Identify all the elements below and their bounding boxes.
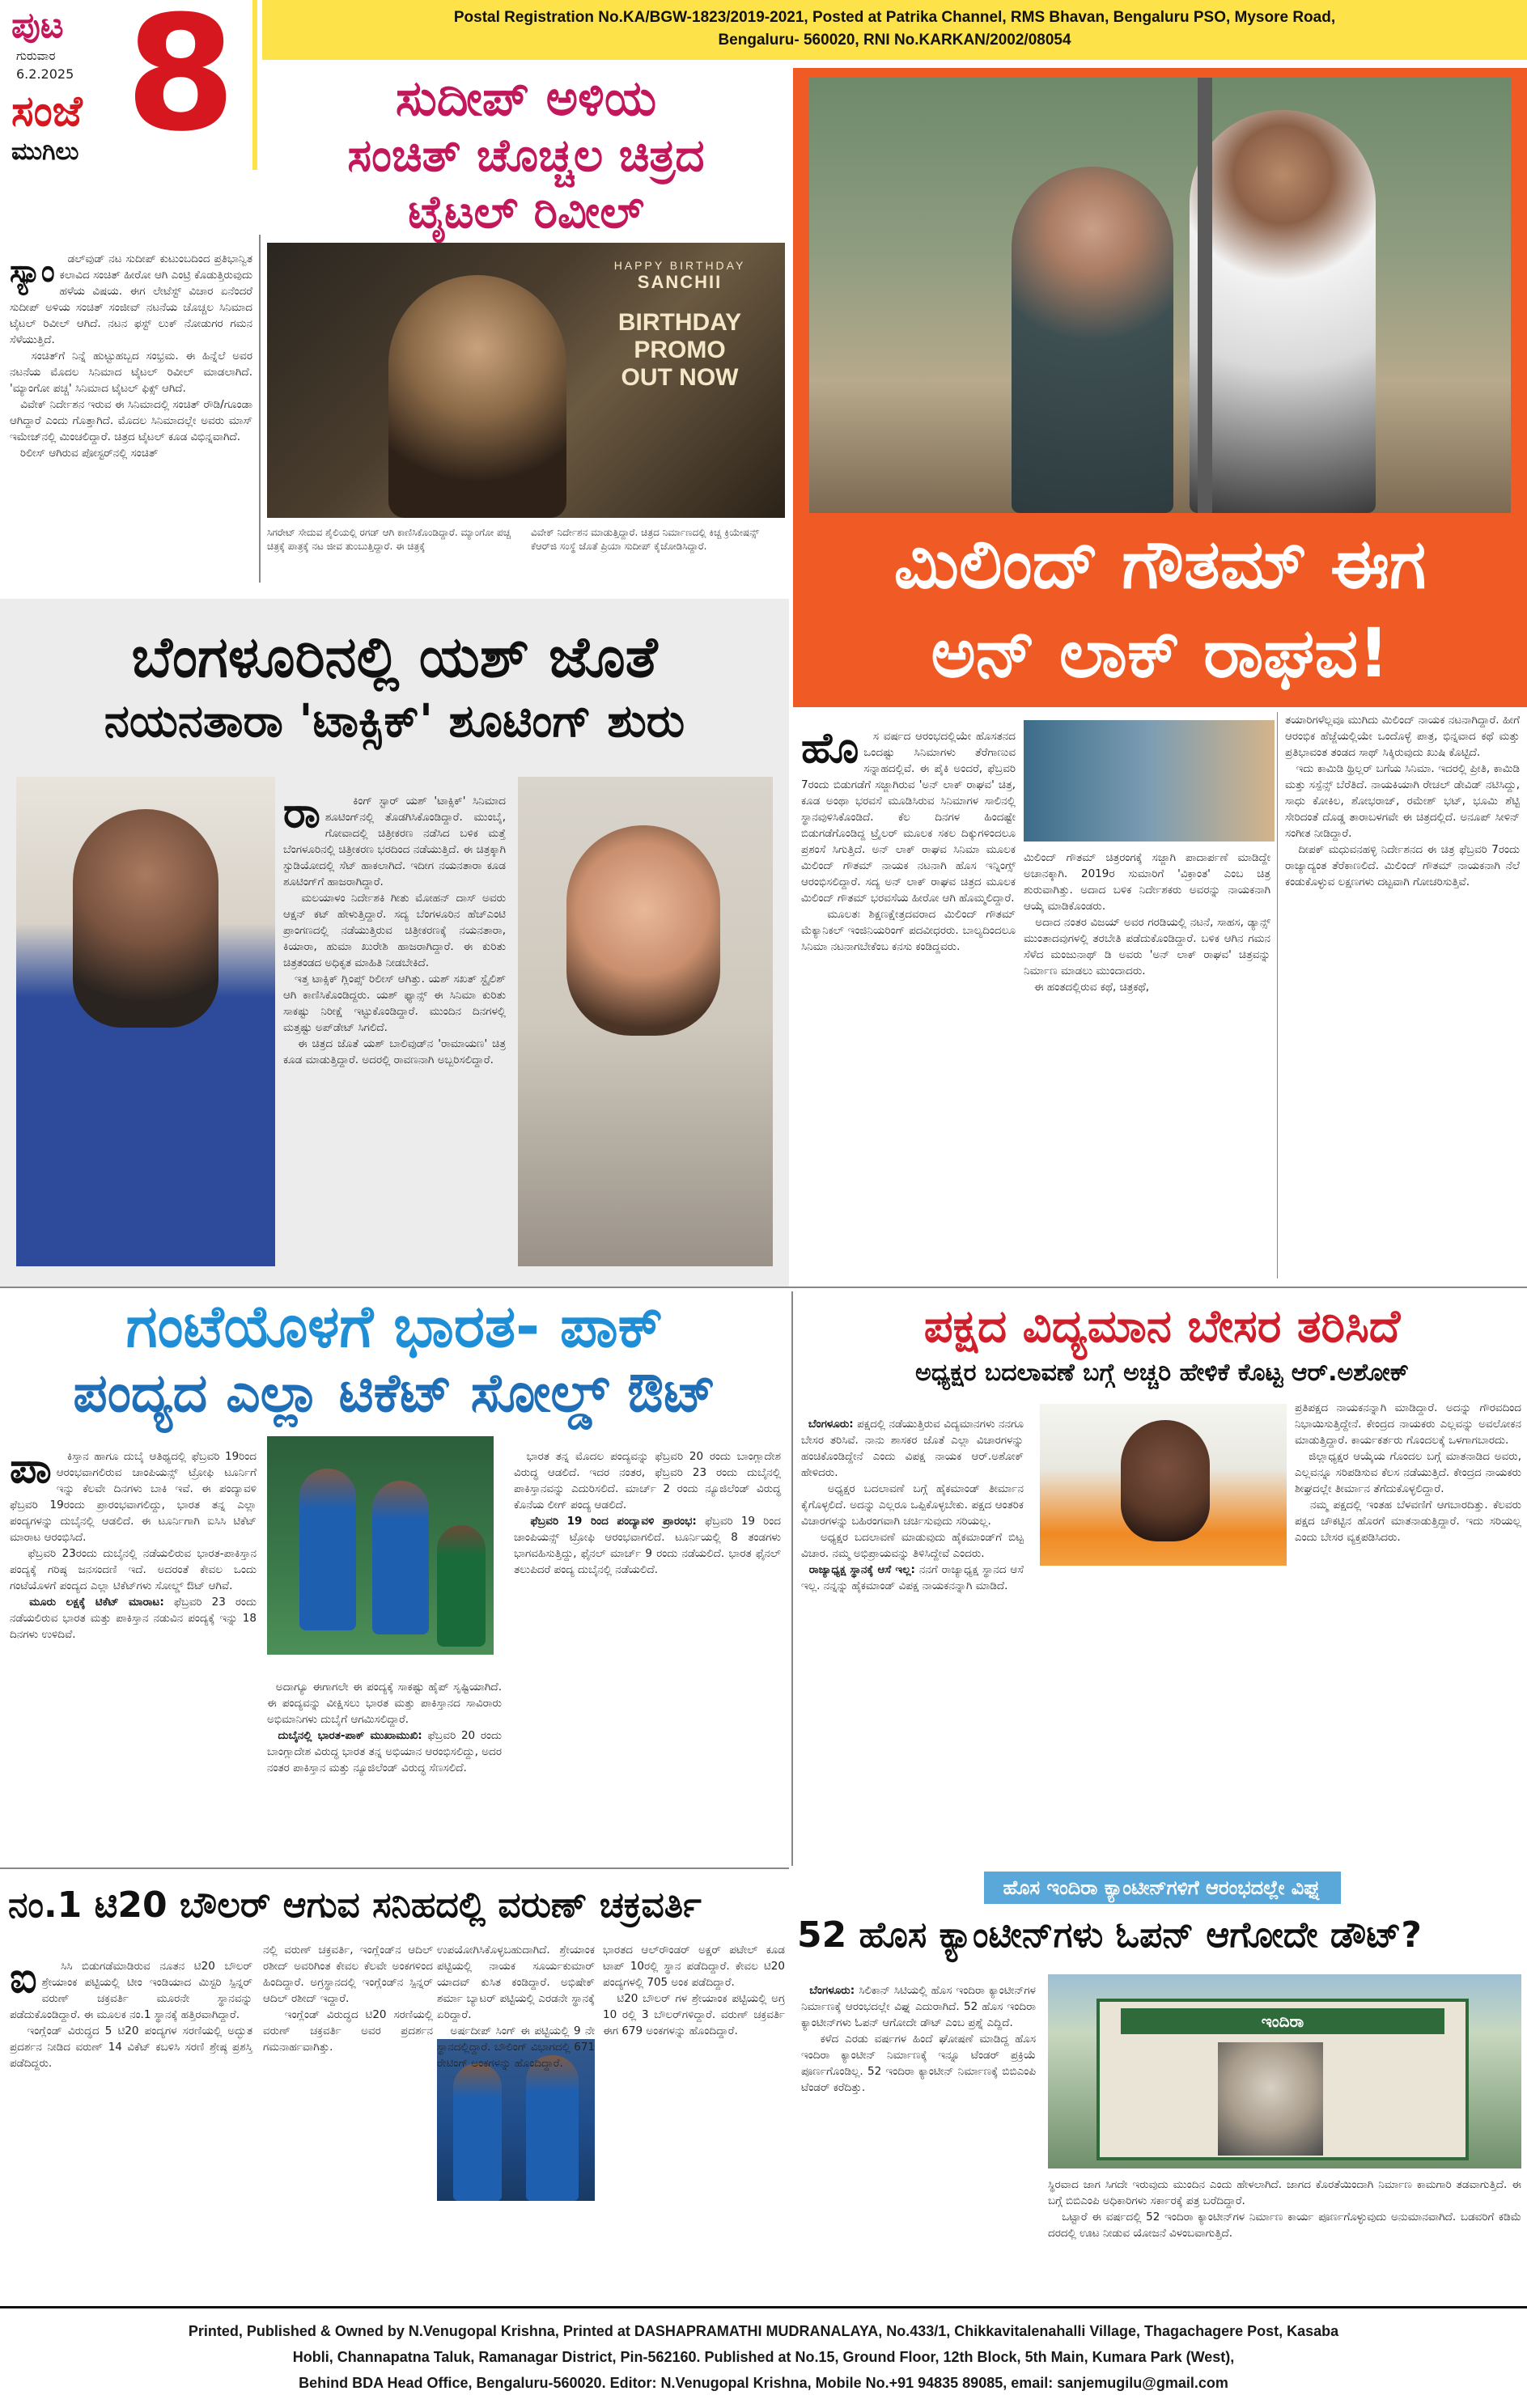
milind-headline: [793, 519, 1527, 697]
varun-col-4: ಭಾರತದ ಆಲ್‌ರೌಂಡರ್ ಅಕ್ಷರ್ ಪಟೇಲ್ ಕೂಡ ಟಾಪ್ 10ರಲ್ಲಿ ಸ್ಥಾನ ಪಡೆದಿದ್ದಾರೆ. ಕೇವಲ ಟಿ20 ಪಂದ್ಯಗಳಲ್ಲಿ 705 ಅಂಕ ಪಡೆದಿದ್ದಾರೆ. ಟಿ20 ಬೌಲರ್ ಗಳ ಶ್ರೇಯಾಂಕ ಪಟ್ಟಿಯಲ್ಲಿ ಅಗ್ರ 10 ರಲ್ಲಿ 3 ಬೌಲರ್‌ಗಳಿದ್ದಾರೆ. ವರುಣ್ ಚಕ್ರವರ್ತಿ ಈಗ 679 ಅಂಕಗಳನ್ನು ಹೊಂದಿದ್ದಾರೆ.: [603, 1944, 786, 2037]
ashok-face: [1121, 1420, 1210, 1541]
horizontal-rule: [0, 1287, 1527, 1288]
horizontal-rule: [0, 1867, 789, 1869]
canteen-col-2: ಸ್ಥಿರವಾದ ಜಾಗ ಸಿಗದೇ ಇರುವುದು ಮುಂದಿನ ಎಂದು ಹೇಳಲಾಗಿದೆ. ಜಾಗದ ಕೊರತೆಯಿಂದಾಗಿ ನಿರ್ಮಾಣ ಕಾಮಗಾರಿ ತಡವಾಗುತ್ತಿದೆ. ಈ ಬಗ್ಗೆ ಬಿಬಿಎಂಪಿ ಅಧಿಕಾರಿಗಳು ಸರ್ಕಾರಕ್ಕೆ ಪತ್ರ ಬರೆದಿದ್ದಾರೆ. ಒಟ್ಟಾರೆ ಈ ವರ್ಷದಲ್ಲಿ 52 ಇಂದಿರಾ ಕ್ಯಾಂಟೀನ್‌ಗಳ ನಿರ್ಮಾಣ ಕಾರ್ಯ ಪೂರ್ಣಗೊಳ್ಳುವುದು ಅನುಮಾನವಾಗಿದೆ. ಬಡವರಿಗೆ ಕಡಿಮೆ ದರದಲ್ಲಿ ಊಟ ನೀಡುವ ಯೋಜನೆ ವಿಳಂಬವಾಗುತ್ತಿದೆ.: [1048, 2178, 1521, 2240]
nayanthara-face: [566, 825, 720, 1036]
cricket-text-3b: ಫೆಬ್ರವರಿ 19 ರಿಂದ ಚಾಂಪಿಯನ್ಸ್ ಟ್ರೋಫಿ ಆರಂಭವಾಗಲಿದೆ. ಟೂರ್ನಿಯಲ್ಲಿ 8 ತಂಡಗಳು ಭಾಗವಹಿಸುತ್ತಿದ್ದು, ಫೈನಲ್ ಮಾರ್ಚ್ 9 ರಂದು ನಡೆಯಲಿದೆ. ಭಾರತ ಫೈನಲ್ ತಲುಪಿದರೆ ಪಂದ್ಯ ದುಬೈನಲ್ಲಿ ನಡೆಯಲಿದೆ.: [514, 1515, 785, 1576]
poster-happy-birthday: HAPPY BIRTHDAY: [613, 259, 746, 272]
cricket-subhead-2: ದುಬೈನಲ್ಲಿ ಭಾರತ-ಪಾಕ್ ಮುಖಾಮುಖಿ:: [278, 1729, 422, 1742]
indira-portrait: [1218, 2042, 1323, 2156]
sanchith-caption-right: ವಿವೇಕ್ ನಿರ್ದೇಶನ ಮಾಡುತ್ತಿದ್ದಾರೆ. ಚಿತ್ರದ ನಿರ್ಮಾಣದಲ್ಲಿ ಕಿಚ್ಚ ಕ್ರಿಯೇಷನ್ಸ್ ಕೆಆರ್‌ಜಿ ಸಂಸ್ಥೆ ಜೊತೆ ಪ್ರಿಯಾ ಸುದೀಪ್ ಕೈಜೋಡಿಸಿದ್ದಾರೆ.: [531, 527, 759, 552]
imprint-footer: [0, 2306, 1527, 2408]
nayanthara-photo: [518, 777, 773, 1266]
yash-panel: [0, 599, 789, 1287]
ashok-text-1: ಪಕ್ಷದಲ್ಲಿ ನಡೆಯುತ್ತಿರುವ ವಿದ್ಯಮಾನಗಳು ನನಗೂ ಬೇಸರ ತರಿಸಿವೆ. ನಾನು ಶಾಸಕರ ಜೊತೆ ಎಲ್ಲಾ ವಿಚಾರಗಳನ್ನು ಹಂಚಿಕೊಂಡಿದ್ದೇನೆ ಎಂದು ವಿಪಕ್ಷ ನಾಯಕ ಆರ್.ಅಶೋಕ್ ಹೇಳಿದರು. ಅಧ್ಯಕ್ಷರ ಬದಲಾವಣೆ ಬಗ್ಗೆ ಹೈಕಮಾಂಡ್ ತೀರ್ಮಾನ ಕೈಗೊಳ್ಳಲಿದೆ. ಅದನ್ನು ಎಲ್ಲರೂ ಒಪ್ಪಿಕೊಳ್ಳಬೇಕು. ಪಕ್ಷದ ಆಂತರಿಕ ವಿಚಾರಗಳನ್ನು ಬಹಿರಂಗವಾಗಿ ಚರ್ಚಿಸುವುದು ಸರಿಯಲ್ಲ. ಅಧ್ಯಕ್ಷರ ಬದಲಾವಣೆ ಮಾಡುವುದು ಹೈಕಮಾಂಡ್‌ಗೆ ಬಿಟ್ಟ ವಿಚಾರ. ನಮ್ಮ ಅಭಿಪ್ರಾಯವನ್ನು ತಿಳಿಸಿದ್ದೇವೆ ಎಂದರು.: [801, 1418, 1024, 1560]
canteen-photo: [1048, 1974, 1521, 2168]
ashok-text-1b: ನನಗೆ ರಾಜ್ಯಾಧ್ಯಕ್ಷ ಸ್ಥಾನದ ಆಸೆ ಇಲ್ಲ. ನನ್ನನ್ನು ಹೈಕಮಾಂಡ್ ವಿಪಕ್ಷ ನಾಯಕನನ್ನಾಗಿ ಮಾಡಿದೆ.: [801, 1563, 1028, 1592]
postal-registration: [262, 0, 1527, 60]
milind-photo: [809, 78, 1511, 513]
postal-line-1: Postal Registration No.KA/BGW-1823/2019-2021, Posted at Patrika Channel, RMS Bhavan, Bengaluru PSO, Mysore Road,: [453, 9, 1336, 26]
pole: [1198, 78, 1212, 513]
poster-name: SANCHII: [637, 272, 723, 292]
player-figure-3: [437, 1525, 486, 1647]
poster-out-now: OUT NOW: [621, 364, 739, 391]
masthead-logo-panel: [0, 0, 257, 170]
ashok-headline-line-2: ಅಧ್ಯಕ್ಷರ ಬದಲಾವಣೆ ಬಗ್ಗೆ ಅಚ್ಚರಿ ಹೇಳಿಕೆ ಕೊಟ್ಟ ಆರ್.ಅಶೋಕ್: [915, 1359, 1409, 1387]
milind-text-1: ಸ ವರ್ಷದ ಆರಂಭದಲ್ಲಿಯೇ ಹೊಸತನದ ಒಂದಷ್ಟು ಸಿನಿಮಾಗಳು ತೆರೆಗಾಣುವ ಸನ್ನಾಹದಲ್ಲಿವೆ. ಈ ಪೈಕಿ ಅಂದರೆ, ಫೆಬ್ರವರಿ 7ರಂದು ಬಿಡುಗಡೆಗೆ ಸಜ್ಜಾಗಿರುವ 'ಅನ್ ಲಾಕ್ ರಾಘವ' ಚಿತ್ರ, ಕೂಡ ಅಂಥಾ ಭರವಸೆ ಮೂಡಿಸಿರುವ ಸಿನಿಮಾಗಳ ಸಾಲಿನಲ್ಲಿ ಸ್ಥಾನವುಳಿಸಿಕೊಂಡಿದೆ. ಕೆಲ ದಿನಗಳ ಹಿಂದಷ್ಟೇ ಬಿಡುಗಡೆಗೊಂಡಿದ್ದ ಟ್ರೈಲರ್ ಮೂಲಕ ಸಕಲ ದಿಕ್ಕುಗಳಿಂದಲೂ ಪ್ರಶಂಸೆ ಸಿಗುತ್ತಿದೆ. ಅನ್ ಲಾಕ್ ರಾಘವ ಸಿನಿಮಾ ಮೂಲಕ ಮಿಲಿಂದ್ ಗೌತಮ್ ನಾಯಕ ನಟನಾಗಿ ಹೊಸ ಇನ್ನಿಂಗ್ಸ್ ಆರಂಭಿಸಲಿದ್ದಾರೆ. ಸದ್ಯ ಅನ್ ಲಾಕ್ ರಾಘವ ಚಿತ್ರದ ಮೂಲಕ ಮಿಲಿಂದ್ ಗೌತಮ್ ಭರವಸೆಯ ಹೀರೋ ಆಗಿ ಹೊಮ್ಮಲಿದ್ದಾರೆ. ಮೂಲತಃ ಶಿಕ್ಷಣಕ್ಷೇತ್ರದವರಾದ ಮಿಲಿಂದ್ ಗೌತಮ್ ಮೆಕ್ಯಾನಿಕಲ್ ಇಂಜಿನಿಯರಿಂಗ್ ಪದವೀಧರರು. ಬಾಲ್ಯದಿಂದಲೂ ಸಿನಿಮಾ ನಟನಾಗಬೇಕೆಂಬ ಕನಸು ಕಂಡಿದ್ದವರು.: [801, 730, 1016, 953]
yash-photo: [16, 777, 275, 1266]
yash-headline: [0, 623, 789, 752]
yash-dropcap: ರಾ: [283, 789, 320, 837]
sanchith-dropcap: ಸ್ಯಾಂ: [10, 253, 55, 289]
cricket-subhead-3: ಫೆಬ್ರವರಿ 19 ರಿಂದ ಪಂದ್ಯಾವಳಿ ಪ್ರಾರಂಭ:: [530, 1515, 697, 1528]
column-divider: [791, 1291, 793, 1866]
varun-headline: ನಂ.1 ಟಿ20 ಬೌಲರ್ ಆಗುವ ಸನಿಹದಲ್ಲಿ ವರುಣ್ ಚಕ್ರವರ್ತಿ: [8, 1884, 702, 1926]
varun-col-2: ನಲ್ಲಿ ವರುಣ್ ಚಕ್ರವರ್ತಿ, ಇಂಗ್ಲೆಂಡ್‌ನ ಆದಿಲ್ ರಶೀದ್ ಅವರಿಗಿಂತ ಕೇವಲ ಕೆಲವೇ ಅಂಕಗಳಿಂದ ಹಿಂದಿದ್ದಾರೆ. ಅಗ್ರಸ್ಥಾನದಲ್ಲಿ ಇಂಗ್ಲೆಂಡ್‌ನ ಸ್ಪಿನ್ನರ್ ಆದಿಲ್ ರಶೀದ್ ಇದ್ದಾರೆ. ಇಂಗ್ಲೆಂಡ್ ವಿರುದ್ಧದ ಟಿ20 ಸರಣಿಯಲ್ಲಿ ವರುಣ್ ಚಕ್ರವರ್ತಿ ಅವರ ಪ್ರದರ್ಶನ ಗಮನಾರ್ಹವಾಗಿತ್ತು.: [263, 1944, 433, 2054]
player-figure-2: [372, 1481, 429, 1634]
column-divider: [1277, 712, 1278, 1278]
canteen-strip: [797, 1867, 1527, 1908]
canteen-headline: 52 ಹೊಸ ಕ್ಯಾಂಟೀನ್‌ಗಳು ಓಪನ್ ಆಗೋದೇ ಡೌಟ್?: [797, 1914, 1422, 1956]
milind-headline-line-2: ಅನ್ ಲಾಕ್ ರಾಘವ!: [931, 613, 1389, 693]
cricket-text-1b: ಫೆಬ್ರವರಿ 23 ರಂದು ನಡೆಯಲಿರುವ ಭಾರತ ಮತ್ತು ಪಾಕಿಸ್ತಾನ ನಡುವಿನ ಪಂದ್ಯಕ್ಕೆ ಇನ್ನು 18 ದಿನಗಳು ಉಳಿದಿವೆ.: [10, 1596, 261, 1641]
cricket-col-1: [10, 1432, 261, 1861]
cricket-text-2: ಅದಾಗ್ಯೂ ಈಗಾಗಲೇ ಈ ಪಂದ್ಯಕ್ಕೆ ಸಾಕಷ್ಟು ಹೈಪ್ ಸೃಷ್ಟಿಯಾಗಿದೆ. ಈ ಪಂದ್ಯವನ್ನು ವೀಕ್ಷಿಸಲು ಭಾರತ ಮತ್ತು ಪಾಕಿಸ್ತಾನದ ಸಾವಿರಾರು ಅಭಿಮಾನಿಗಳು ದುಬೈಗೆ ಆಗಮಿಸಲಿದ್ದಾರೆ.: [267, 1681, 506, 1726]
sanchith-headline-line-1: ಸುದೀಪ್ ಅಳಿಯ: [395, 70, 657, 127]
cricket-subhead-1: ಮೂರು ಲಕ್ಷಕ್ಕೆ ಟಿಕೆಟ್ ಮಾರಾಟ:: [29, 1596, 164, 1609]
sanchith-headline: [267, 70, 785, 241]
milind-dropcap: ಹೊ: [801, 724, 859, 773]
varun-dropcap: ಐ: [10, 1954, 37, 2003]
varun-col-1: [10, 1942, 252, 2298]
cricket-dropcap: ಪಾ: [10, 1444, 52, 1493]
player-figure-1: [299, 1469, 356, 1630]
yash-headline-line-1: ಬೆಂಗಳೂರಿನಲ್ಲಿ ಯಶ್ ಜೊತೆ: [131, 624, 658, 690]
cricket-text-2b: ಫೆಬ್ರವರಿ 20 ರಂದು ಬಾಂಗ್ಲಾದೇಶ ವಿರುದ್ಧ ಭಾರತ ತನ್ನ ಅಭಿಯಾನ ಆರಂಭಿಸಲಿದ್ದು, ಅದರ ನಂತರ ಪಾಕಿಸ್ತಾನ ಮತ್ತು ನ್ಯೂಜಿಲೆಂಡ್ ವಿರುದ್ಧ ಸೆಣಸಲಿದೆ.: [267, 1729, 506, 1774]
yash-head: [73, 809, 218, 1028]
cricket-headline-line-2: ಪಂದ್ಯದ ಎಲ್ಲಾ ಟಿಕೆಟ್ ಸೋಲ್ಡ್ ಔಟ್: [73, 1362, 716, 1424]
column-divider: [259, 235, 261, 583]
canteen-board: ಇಂದಿರಾ: [1121, 2008, 1444, 2034]
ashok-col-2: ಪ್ರತಿಪಕ್ಷದ ನಾಯಕನನ್ನಾಗಿ ಮಾಡಿದ್ದಾರೆ. ಅದನ್ನು ಗೌರವದಿಂದ ನಿಭಾಯಿಸುತ್ತಿದ್ದೇನೆ. ಕೇಂದ್ರದ ನಾಯಕರು ಎಲ್ಲವನ್ನು ಅವಲೋಕನ ಮಾಡುತ್ತಿದ್ದಾರೆ. ಕಾರ್ಯಕರ್ತರು ಗೊಂದಲಕ್ಕೆ ಒಳಗಾಗಬಾರದು. ಜಿಲ್ಲಾಧ್ಯಕ್ಷರ ಆಯ್ಕೆಯ ಗೊಂದಲ ಬಗ್ಗೆ ಮಾತನಾಡಿದ ಅವರು, ಎಲ್ಲವನ್ನೂ ಸರಿಪಡಿಸುವ ಕೆಲಸ ನಡೆಯುತ್ತಿದೆ. ಕೇಂದ್ರದ ನಾಯಕರು ಶೀಘ್ರದಲ್ಲೇ ತೀರ್ಮಾನ ತೆಗೆದುಕೊಳ್ಳಲಿದ್ದಾರೆ. ನಮ್ಮ ಪಕ್ಷದಲ್ಲಿ ಇಂತಹ ಬೆಳವಣಿಗೆ ಆಗಬಾರದಿತ್ತು. ಕೆಲವರು ಪಕ್ಷದ ಚೌಕಟ್ಟಿನ ಹೊರಗೆ ಮಾತನಾಡುತ್ತಿದ್ದಾರೆ. ಇದು ಸರಿಯಲ್ಲ ಎಂದು ಬೇಸರ ವ್ಯಕ್ತಪಡಿಸಿದರು.: [1295, 1401, 1522, 1544]
paper-name-mugilu: ಮುಗಿಲು: [11, 138, 79, 166]
sanchith-headline-line-3: ಟೈಟಲ್ ರಿವೀಲ್: [408, 186, 644, 239]
actress-figure: [1012, 167, 1173, 513]
varun-col-3: ಉಪಯೋಗಿಸಿಕೊಳ್ಳಬಹುದಾಗಿದೆ. ಶ್ರೇಯಾಂಕ ಪಟ್ಟಿಯಲ್ಲಿ ನಾಯಕ ಸೂರ್ಯಕುಮಾರ್ ಯಾದವ್ ಕುಸಿತ ಕಂಡಿದ್ದಾರೆ. ಅಭಿಷೇಕ್ ಶರ್ಮಾ ಬ್ಯಾಟರ್ ಪಟ್ಟಿಯಲ್ಲಿ ಎರಡನೇ ಸ್ಥಾನಕ್ಕೆ ಏರಿದ್ದಾರೆ. ಅರ್ಷದೀಪ್ ಸಿಂಗ್ ಈ ಪಟ್ಟಿಯಲ್ಲಿ 9 ನೇ ಸ್ಥಾನದಲ್ಲಿದ್ದಾರೆ. ಬೌಲಿಂಗ್ ವಿಭಾಗದಲ್ಲಿ 671 ರೇಟಿಂಗ್ ಅಂಕಗಳನ್ನು ಹೊಂದಿದ್ದಾರೆ.: [437, 1944, 595, 2070]
cricket-text-3: ಭಾರತ ತನ್ನ ಮೊದಲ ಪಂದ್ಯವನ್ನು ಫೆಬ್ರವರಿ 20 ರಂದು ಬಾಂಗ್ಲಾದೇಶ ವಿರುದ್ಧ ಆಡಲಿದೆ. ಇದರ ನಂತರ, ಫೆಬ್ರವರಿ 23 ರಂದು ದುಬೈನಲ್ಲಿ ಪಾಕಿಸ್ತಾನವನ್ನು ಎದುರಿಸಲಿದೆ. ಮಾರ್ಚ್ 2 ರಂದು ನ್ಯೂಜಿಲೆಂಡ್ ವಿರುದ್ಧ ಕೊನೆಯ ಲೀಗ್ ಪಂದ್ಯ ಆಡಲಿದೆ.: [514, 1450, 785, 1511]
canteen-dateline: ಬೆಂಗಳೂರು:: [809, 1984, 855, 1997]
yash-article: [283, 777, 506, 1266]
sanchith-caption-left: ಸಿಗರೇಟ್ ಸೇದುವ ಶೈಲಿಯಲ್ಲಿ ರಗಡ್ ಆಗಿ ಕಾಣಿಸಿಕೊಂಡಿದ್ದಾರೆ. ಮ್ಯಾಂಗೋ ಪಚ್ಚ ಚಿತ್ರಕ್ಕೆ ಪಾತ್ರಕ್ಕೆ ನಟ ಜೀವ ತುಂಬುತ್ತಿದ್ದಾರೆ. ಈ ಚಿತ್ರಕ್ಕೆ: [267, 527, 511, 552]
cricket-text-1: ಕಿಸ್ತಾನ ಹಾಗೂ ದುಬೈ ಆತಿಥ್ಯದಲ್ಲಿ ಫೆಬ್ರವರಿ 19ರಿಂದ ಆರಂಭವಾಗಲಿರುವ ಚಾಂಪಿಯನ್ಸ್ ಟ್ರೋಫಿ ಟೂರ್ನಿಗೆ ಇನ್ನು ಕೆಲವೇ ದಿನಗಳು ಬಾಕಿ ಇವೆ. ಈ ಪಂದ್ಯಾವಳಿ ಫೆಬ್ರವರಿ 19ರಂದು ಪ್ರಾರಂಭವಾಗಲಿದ್ದು, ಭಾರತ ತನ್ನ ಎಲ್ಲಾ ಪಂದ್ಯಗಳನ್ನು ದುಬೈನಲ್ಲಿ ಆಡಲಿದೆ. ಈ ಟೂರ್ನಿಗಾಗಿ ಐಸಿಸಿ ಟಿಕೆಟ್ ಮಾರಾಟ ಆರಂಭಿಸಿದೆ. ಫೆಬ್ರವರಿ 23ರಂದು ದುಬೈನಲ್ಲಿ ನಡೆಯಲಿರುವ ಭಾರತ-ಪಾಕಿಸ್ತಾನ ಪಂದ್ಯಕ್ಕೆ ಗರಿಷ್ಠ ಜನಸಂದಣಿ ಇದೆ. ಅದರಂತೆ ಕೇವಲ ಒಂದು ಗಂಟೆಯೊಳಗೆ ಪಂದ್ಯದ ಎಲ್ಲಾ ಟಿಕೆಟ್‌ಗಳು ಸೋಲ್ಡ್ ಔಟ್ ಆಗಿವೆ.: [10, 1450, 257, 1592]
sanchith-article: [10, 235, 252, 583]
canteen-col-1: [801, 1966, 1036, 2298]
player-figure-4: [453, 2063, 502, 2201]
poster-text-block: [591, 259, 769, 392]
sanchith-poster: [267, 243, 785, 518]
sanchith-headline-line-2: ಸಂಚಿತ್ ಚೊಚ್ಚಲ ಚಿತ್ರದ: [347, 129, 705, 182]
milind-inset-photo: [1024, 720, 1275, 842]
milind-col-2: ಮಿಲಿಂದ್ ಗೌತಮ್ ಚಿತ್ರರಂಗಕ್ಕೆ ಸಜ್ಜಾಗಿ ಪಾದಾರ್ಪಣೆ ಮಾಡಿದ್ದೇ ಅಚಾನಕ್ಕಾಗಿ. 2019ರ ಸುಮಾರಿಗೆ 'ವಿಕ್ರಾಂತ' ಎಂಬ ಚಿತ್ರ ಶುರುವಾಗಿತ್ತು. ಅದಾದ ಬಳಿಕ ನಿರ್ದೇಶಕರು ಅವರನ್ನು ನಾಯಕನಾಗಿ ಆಯ್ಕೆ ಮಾಡಿಕೊಂಡರು. ಅದಾದ ನಂತರ ವಿಜಯ್ ಅವರ ಗರಡಿಯಲ್ಲಿ ನಟನೆ, ಸಾಹಸ, ಡ್ಯಾನ್ಸ್ ಮುಂತಾದವುಗಳಲ್ಲಿ ತರಬೇತಿ ಪಡೆದುಕೊಂಡಿದ್ದಾರೆ. ಬಳಿಕ ಆಗಿನ ಗಮನ ಸೆಳೆದ ಮಂಜುನಾಥ್ ಡಿ ಅವರು 'ಅನ್ ಲಾಕ್ ರಾಘವ' ಚಿತ್ರವನ್ನು ನಿರ್ಮಾಣ ಮಾಡಲು ಮುಂದಾದರು. ಈ ಹಂತದಲ್ಲಿರುವ ಕಥೆ, ಚಿತ್ರಕಥೆ,: [1024, 851, 1271, 994]
cricket-headline-line-1: ಗಂಟೆಯೊಳಗೆ ಭಾರತ- ಪಾಕ್: [125, 1292, 664, 1360]
varun-text-1: ಸಿಸಿ ಬಿಡುಗಡೆಮಾಡಿರುವ ನೂತನ ಟಿ20 ಬೌಲರ್ ಶ್ರೇಯಾಂಕ ಪಟ್ಟಿಯಲ್ಲಿ ಟೀಂ ಇಂಡಿಯಾದ ಮಿಸ್ಟರಿ ಸ್ಪಿನ್ನರ್ ವರುಣ್ ಚಕ್ರವರ್ತಿ ಮೂರನೇ ಸ್ಥಾನವನ್ನು ಪಡೆದುಕೊಂಡಿದ್ದಾರೆ. ಈ ಮೂಲಕ ನಂ.1 ಸ್ಥಾನಕ್ಕೆ ಹತ್ತಿರವಾಗಿದ್ದಾರೆ. ಇಂಗ್ಲೆಂಡ್ ವಿರುದ್ಧದ 5 ಟಿ20 ಪಂದ್ಯಗಳ ಸರಣಿಯಲ್ಲಿ ಅದ್ಭುತ ಪ್ರದರ್ಶನ ನೀಡಿದ ವರುಣ್ 14 ವಿಕೆಟ್ ಕಬಳಿಸಿ ಸರಣಿ ಶ್ರೇಷ್ಠ ಪ್ರಶಸ್ತಿ ಪಡೆದಿದ್ದರು.: [10, 1960, 252, 2070]
cricket-col-2: [267, 1663, 506, 1861]
yash-body: ಕಿಂಗ್ ಸ್ಟಾರ್ ಯಶ್ 'ಟಾಕ್ಸಿಕ್' ಸಿನಿಮಾದ ಶೂಟಿಂಗ್‌ನಲ್ಲಿ ತೊಡಗಿಸಿಕೊಂಡಿದ್ದಾರೆ. ಮುಂಬೈ, ಗೋವಾದಲ್ಲಿ ಚಿತ್ರೀಕರಣ ನಡೆಸಿದ ಬಳಿಕ ಮತ್ತೆ ಬೆಂಗಳೂರಿನಲ್ಲಿ ಚಿತ್ರೀಕರಣ ಭರದಿಂದ ನಡೆಯುತ್ತಿದೆ. ಈ ಚಿತ್ರಕ್ಕಾಗಿ ಸ್ಟುಡಿಯೋದಲ್ಲಿ ಸೆಟ್ ಹಾಕಲಾಗಿದೆ. ಇದೀಗ ನಯನತಾರಾ ಕೂಡ ಶೂಟಿಂಗ್‌ಗೆ ಹಾಜರಾಗಿದ್ದಾರೆ. ಮಲಯಾಳಂ ನಿರ್ದೇಶಕಿ ಗೀತು ಮೋಹನ್ ದಾಸ್ ಅವರು ಆಕ್ಷನ್ ಕಟ್ ಹೇಳುತ್ತಿದ್ದಾರೆ. ಸದ್ಯ ಬೆಂಗಳೂರಿನ ಹೆಚ್‌ಎಂಟಿ ಪ್ರಾಂಗಣದಲ್ಲಿ ನಡೆಯುತ್ತಿರುವ ಚಿತ್ರೀಕರಣಕ್ಕೆ ನಯನತಾರಾ, ಕಿಯಾರಾ, ಹುಮಾ ಖುರೇಶಿ ಹಾಜರಾಗಿದ್ದಾರೆ. ಈ ಕುರಿತು ಚಿತ್ರತಂಡದ ಅಧಿಕೃತ ಮಾಹಿತಿ ನೀಡಬೇಕಿದೆ. ಇತ್ತ ಟಾಕ್ಸಿಕ್ ಗ್ಲಿಂಪ್ಸ್ ರಿಲೀಸ್ ಆಗಿತ್ತು. ಯಶ್ ಸಖತ್ ಸ್ಟೈಲಿಶ್ ಆಗಿ ಕಾಣಿಸಿಕೊಂಡಿದ್ದರು. ಯಶ್ ಫ್ಯಾನ್ಸ್ ಈ ಸಿನಿಮಾ ಕುರಿತು ಸಾಕಷ್ಟು ನಿರೀಕ್ಷೆ ಇಟ್ಟುಕೊಂಡಿದ್ದಾರೆ. ಮುಂದಿನ ದಿನಗಳಲ್ಲಿ ಮತ್ತಷ್ಟು ಅಪ್‌ಡೇಟ್ ಸಿಗಲಿದೆ. ಈ ಚಿತ್ರದ ಜೊತೆ ಯಶ್ ಬಾಲಿವುಡ್‌ನ 'ರಾಮಾಯಣ' ಚಿತ್ರ ಕೂಡ ಮಾಡುತ್ತಿದ್ದಾರೆ. ಅದರಲ್ಲಿ ರಾವಣನಾಗಿ ಅಬ್ಬರಿಸಲಿದ್ದಾರೆ.: [283, 795, 507, 1066]
canteen-strip-label: ಹೊಸ ಇಂದಿರಾ ಕ್ಯಾಂಟೀನ್‌ಗಳಿಗೆ ಆರಂಭದಲ್ಲೇ ವಿಘ್ನ: [984, 1872, 1341, 1904]
page-number: 8: [125, 0, 236, 167]
imprint-line-2: Hobli, Channapatna Taluk, Ramanagar District, Pin-562160. Published at No.15, Ground Floor, 12th Block, 5th Main, Kumara Park (West),: [292, 2349, 1235, 2365]
poster-promo: BIRTHDAY PROMO: [617, 309, 742, 363]
imprint-line-3: Behind BDA Head Office, Bengaluru-560020. Editor: N.Venugopal Krishna, Mobile No.+91 94835 89085, email: sanjemugilu@gmail.com: [299, 2375, 1228, 2391]
page-word: ಪುಟ: [11, 5, 64, 46]
milind-panel: [793, 68, 1527, 707]
ashok-dateline: ಬೆಂಗಳೂರು:: [808, 1418, 854, 1431]
player-figure-5: [526, 2055, 579, 2201]
issue-day: ಗುರುವಾರ: [16, 49, 56, 63]
milind-headline-line-1: ಮಿಲಿಂದ್ ಗೌತಮ್ ಈಗ: [893, 524, 1427, 604]
ashok-subhead: ರಾಜ್ಯಾಧ್ಯಕ್ಷ ಸ್ಥಾನಕ್ಕೆ ಆಸೆ ಇಲ್ಲ:: [808, 1563, 915, 1576]
ashok-photo: [1040, 1404, 1287, 1566]
issue-date: 6.2.2025: [16, 66, 74, 82]
sanchith-body: ಡಲ್‌ವುಡ್ ನಟ ಸುದೀಪ್ ಕುಟುಂಬದಿಂದ ಪ್ರತಿಭಾನ್ವಿತ ಕಲಾವಿದ ಸಂಚಿತ್ ಹೀರೋ ಆಗಿ ಎಂಟ್ರಿ ಕೊಡುತ್ತಿರುವುದು ಹಳೆಯ ವಿಷಯ. ಈಗ ಲೇಟೆಸ್ಟ್ ವಿಚಾರ ಏನೆಂದರೆ ಸುದೀಪ್ ಅಳಿಯ ಸಂಚಿತ್ ಸಂಜೀವ್ ನಟನೆಯ ಚೊಚ್ಚಲ ಸಿನಿಮಾದ ಟೈಟಲ್ ರಿವೀಲ್ ಆಗಿದೆ. ನಟನ ಫಸ್ಟ್ ಲುಕ್ ನೋಡುಗರ ಗಮನ ಸೆಳೆಯುತ್ತಿದೆ. ಸಂಚಿತ್‌ಗೆ ನಿನ್ನೆ ಹುಟ್ಟುಹಬ್ಬದ ಸಂಭ್ರಮ. ಈ ಹಿನ್ನೆಲೆ ಅವರ ನಟನೆಯ ಮೊದಲ ಸಿನಿಮಾದ ಟೈಟಲ್ ರಿವೀಲ್ ಮಾಡಲಾಗಿದೆ. 'ಮ್ಯಾಂಗೋ ಪಚ್ಚ' ಸಿನಿಮಾದ ಟೈಟಲ್ ಫಿಕ್ಸ್ ಆಗಿದೆ. ವಿವೇಕ್ ನಿರ್ದೇಶನ ಇರುವ ಈ ಸಿನಿಮಾದಲ್ಲಿ ಸಂಚಿತ್ ರೌಡಿ/ಗೂಂಡಾ ಆಗಿದ್ದಾರೆ ಎಂದು ಗೊತ್ತಾಗಿದೆ. ಮೊದಲ ಸಿನಿಮಾದಲ್ಲೇ ಅವರು ಮಾಸ್ ಇಮೇಜ್‌ನಲ್ಲಿ ಮಿಂಚಲಿದ್ದಾರೆ. ಚಿತ್ರದ ಟೈಟಲ್ ಕೂಡ ವಿಭಿನ್ನವಾಗಿದೆ. ರಿಲೀಸ್ ಆಗಿರುವ ಪೋಸ್ಟರ್‌ನಲ್ಲಿ ಸಂಚಿತ್: [10, 252, 252, 460]
cricket-headline: [0, 1291, 789, 1426]
canteen-text-1: ಸಿಲಿಕಾನ್ ಸಿಟಿಯಲ್ಲಿ ಹೊಸ ಇಂದಿರಾ ಕ್ಯಾಂಟೀನ್‌ಗಳ ನಿರ್ಮಾಣಕ್ಕೆ ಆರಂಭದಲ್ಲೇ ವಿಘ್ನ ಎದುರಾಗಿದೆ. 52 ಹೊಸ ಇಂದಿರಾ ಕ್ಯಾಂಟೀನ್‌ಗಳು ಓಪನ್ ಆಗೋದೇ ಡೌಟ್ ಎಂಬ ಪ್ರಶ್ನೆ ಎದ್ದಿದೆ. ಕಳೆದ ಎರಡು ವರ್ಷಗಳ ಹಿಂದೆ ಘೋಷಣೆ ಮಾಡಿದ್ದ ಹೊಸ ಇಂದಿರಾ ಕ್ಯಾಂಟೀನ್ ನಿರ್ಮಾಣಕ್ಕೆ ಇನ್ನೂ ಟೆಂಡರ್ ಪ್ರಕ್ರಿಯೆ ಪೂರ್ಣಗೊಂಡಿಲ್ಲ. 52 ಇಂದಿರಾ ಕ್ಯಾಂಟೀನ್ ನಿರ್ಮಾಣಕ್ಕೆ ಬಿಬಿಎಂಪಿ ಟೆಂಡರ್ ಕರೆದಿತ್ತು.: [801, 1984, 1037, 2094]
ashok-headline: [797, 1299, 1527, 1391]
milind-col-1: [801, 712, 1016, 1278]
actor-silhouette: [388, 275, 566, 518]
ashok-col-1: [801, 1400, 1028, 1861]
postal-line-2: Bengaluru- 560020, RNI No.KARKAN/2002/08054: [718, 32, 1071, 49]
ashok-headline-line-1: ಪಕ್ಷದ ವಿದ್ಯಮಾನ ಬೇಸರ ತರಿಸಿದೆ: [923, 1300, 1401, 1353]
imprint-line-1: Printed, Published & Owned by N.Venugopal Krishna, Printed at DASHAPRAMATHI MUDRANALAYA, No.433/1, Chikkavitalenahalli Village, Thagachagere Post, Kasaba: [188, 2323, 1339, 2339]
paper-name-sanje: ಸಂಜೆ: [11, 87, 83, 136]
cricket-col-3: [514, 1432, 785, 1861]
milind-col-3: ತಯಾರಿಗಳೆಲ್ಲವೂ ಮುಗಿದು ಮಿಲಿಂದ್ ನಾಯಕ ನಟನಾಗಿದ್ದಾರೆ. ಹೀಗೆ ಆರಂಭಿಕ ಹೆಜ್ಜೆಯಲ್ಲಿಯೇ ಒಂದೊಳ್ಳೆ ಪಾತ್ರ, ಭಿನ್ನವಾದ ಕಥೆ ಮತ್ತು ಪ್ರತಿಭಾವಂತ ತಂಡದ ಸಾಥ್ ಸಿಕ್ಕಿರುವುದು ಖುಷಿ ಕೊಟ್ಟಿದೆ. ಇದು ಕಾಮಿಡಿ ಥ್ರಿಲ್ಲರ್ ಬಗೆಯ ಸಿನಿಮಾ. ಇದರಲ್ಲಿ ಪ್ರೀತಿ, ಕಾಮಿಡಿ ಮತ್ತು ಸಸ್ಪೆನ್ಸ್ ಬೆರೆತಿದೆ. ನಾಯಕಿಯಾಗಿ ರೇಚಲ್ ಡೇವಿಡ್ ನಟಿಸಿದ್ದು, ಸಾಧು ಕೋಕಿಲ, ಶೋಭರಾಜ್, ರಮೇಶ್ ಭಟ್, ಭೂಮಿ ಶೆಟ್ಟಿ ಸೇರಿದಂತೆ ದೊಡ್ಡ ತಾರಾಬಳಗವೇ ಈ ಚಿತ್ರದಲ್ಲಿದೆ. ಅನೂಪ್ ಸೀಳಿನ್ ಸಂಗೀತ ನೀಡಿದ್ದಾರೆ. ದೀಪಕ್ ಮಧುವನಹಳ್ಳಿ ನಿರ್ದೇಶನದ ಈ ಚಿತ್ರ ಫೆಬ್ರವರಿ 7ರಂದು ರಾಜ್ಯಾದ್ಯಂತ ತೆರೆಕಾಣಲಿದೆ. ಮಿಲಿಂದ್ ಗೌತಮ್ ನಾಯಕನಾಗಿ ನೆಲೆ ಕಂಡುಕೊಳ್ಳುವ ಲಕ್ಷಣಗಳು ದಟ್ಟವಾಗಿ ಗೋಚರಿಸುತ್ತಿವೆ.: [1285, 714, 1521, 888]
actor-figure: [1190, 110, 1376, 513]
yash-headline-line-2: ನಯನತಾರಾ 'ಟಾಕ್ಸಿಕ್' ಶೂಟಿಂಗ್ ಶುರು: [104, 695, 685, 748]
cricket-photo: [267, 1436, 494, 1655]
